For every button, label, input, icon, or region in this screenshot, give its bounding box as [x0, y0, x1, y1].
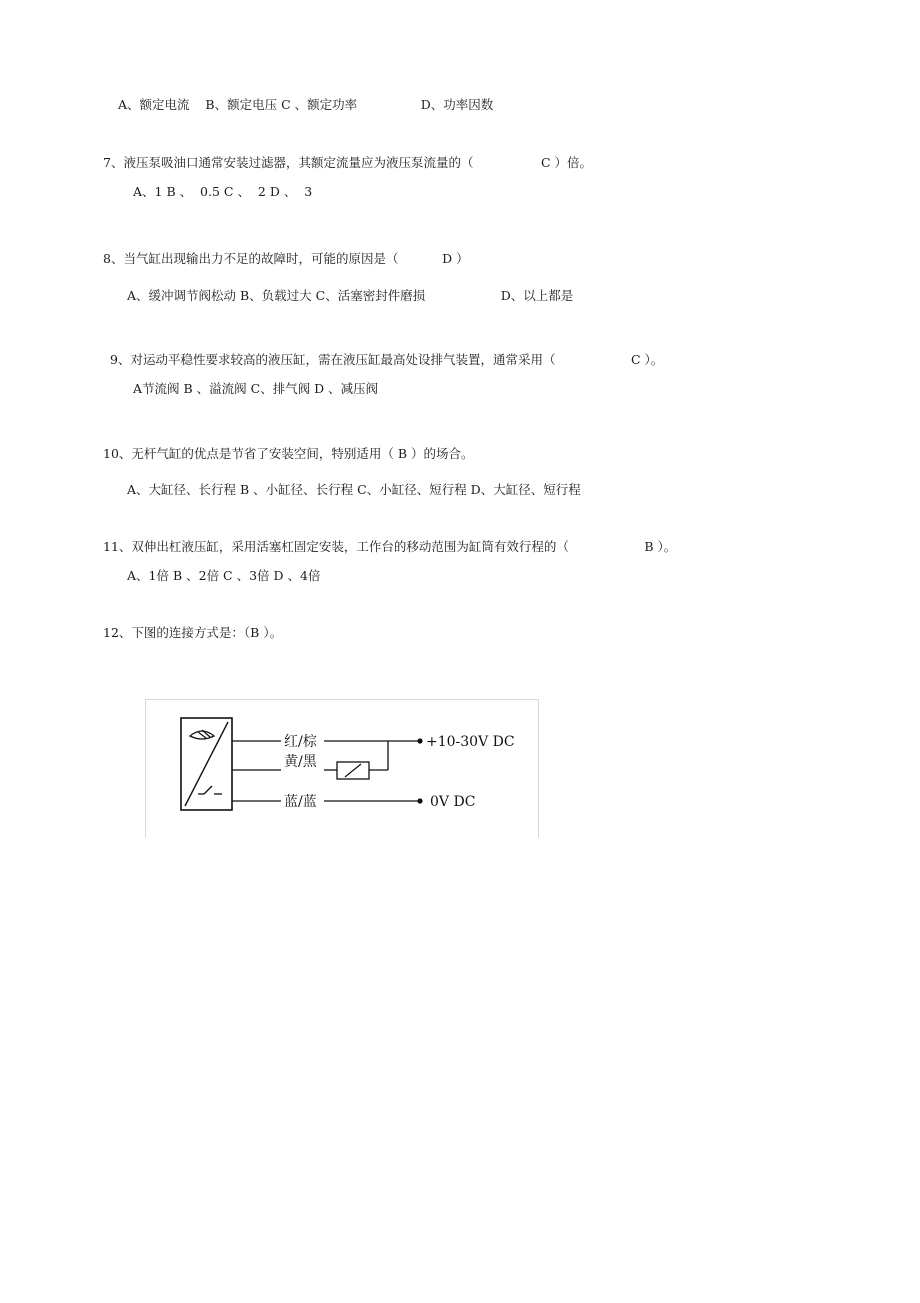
wire-yellow-black-label: 黄/黑 [284, 754, 317, 770]
q11-stem: 11、双伸出杠液压缸，采用活塞杠固定安装，工作台的移动范围为缸筒有效行程的（ B ）。 [103, 539, 677, 554]
q11-options: A、1倍 B 、2倍 C 、3倍 D 、4倍 [127, 568, 321, 583]
q7-stem: 7、液压泵吸油口通常安装过滤器，其额定流量应为液压泵流量的（ C ）倍。 [103, 155, 593, 170]
q8-options: A、缓冲调节阀松动 B、负载过大 C、活塞密封件磨损 D、以上都是 [127, 288, 574, 303]
terminal-positive [417, 738, 422, 743]
supply-zero-label: 0V DC [430, 794, 476, 810]
q12-stem: 12、下图的连接方式是：（B ）。 [103, 625, 283, 640]
load-resistor-slash [345, 764, 361, 777]
wire-red-brown-label: 红/棕 [284, 734, 317, 750]
switch-contact-icon [198, 786, 222, 794]
supply-positive-label: +10-30V DC [426, 734, 515, 750]
q7-options: A、1 B 、 0.5 C 、 2 D 、 3 [133, 184, 313, 199]
q6-options: A、额定电流 B、额定电压 C 、额定功率 D、功率因数 [118, 97, 494, 112]
q9-options: A节流阀 B 、溢流阀 C、排气阀 D 、减压阀 [133, 381, 379, 396]
terminal-zero [417, 798, 422, 803]
eye-icon [190, 730, 214, 739]
q9-stem: 9、对运动平稳性要求较高的液压缸，需在液压缸最高处设排气装置，通常采用（ C ）。 [110, 352, 664, 367]
wire-blue-blue-label: 蓝/蓝 [284, 794, 317, 810]
q10-stem: 10、无杆气缸的优点是节省了安装空间，特别适用（ B ）的场合。 [103, 446, 474, 461]
sensor-wiring-diagram [145, 699, 539, 838]
q10-options: A、大缸径、长行程 B 、小缸径、长行程 C、小缸径、短行程 D、大缸径、短行程 [127, 482, 581, 497]
q8-stem: 8、当气缸出现输出力不足的故障时，可能的原因是（ D ） [103, 251, 469, 266]
wiring-svg [146, 700, 538, 838]
